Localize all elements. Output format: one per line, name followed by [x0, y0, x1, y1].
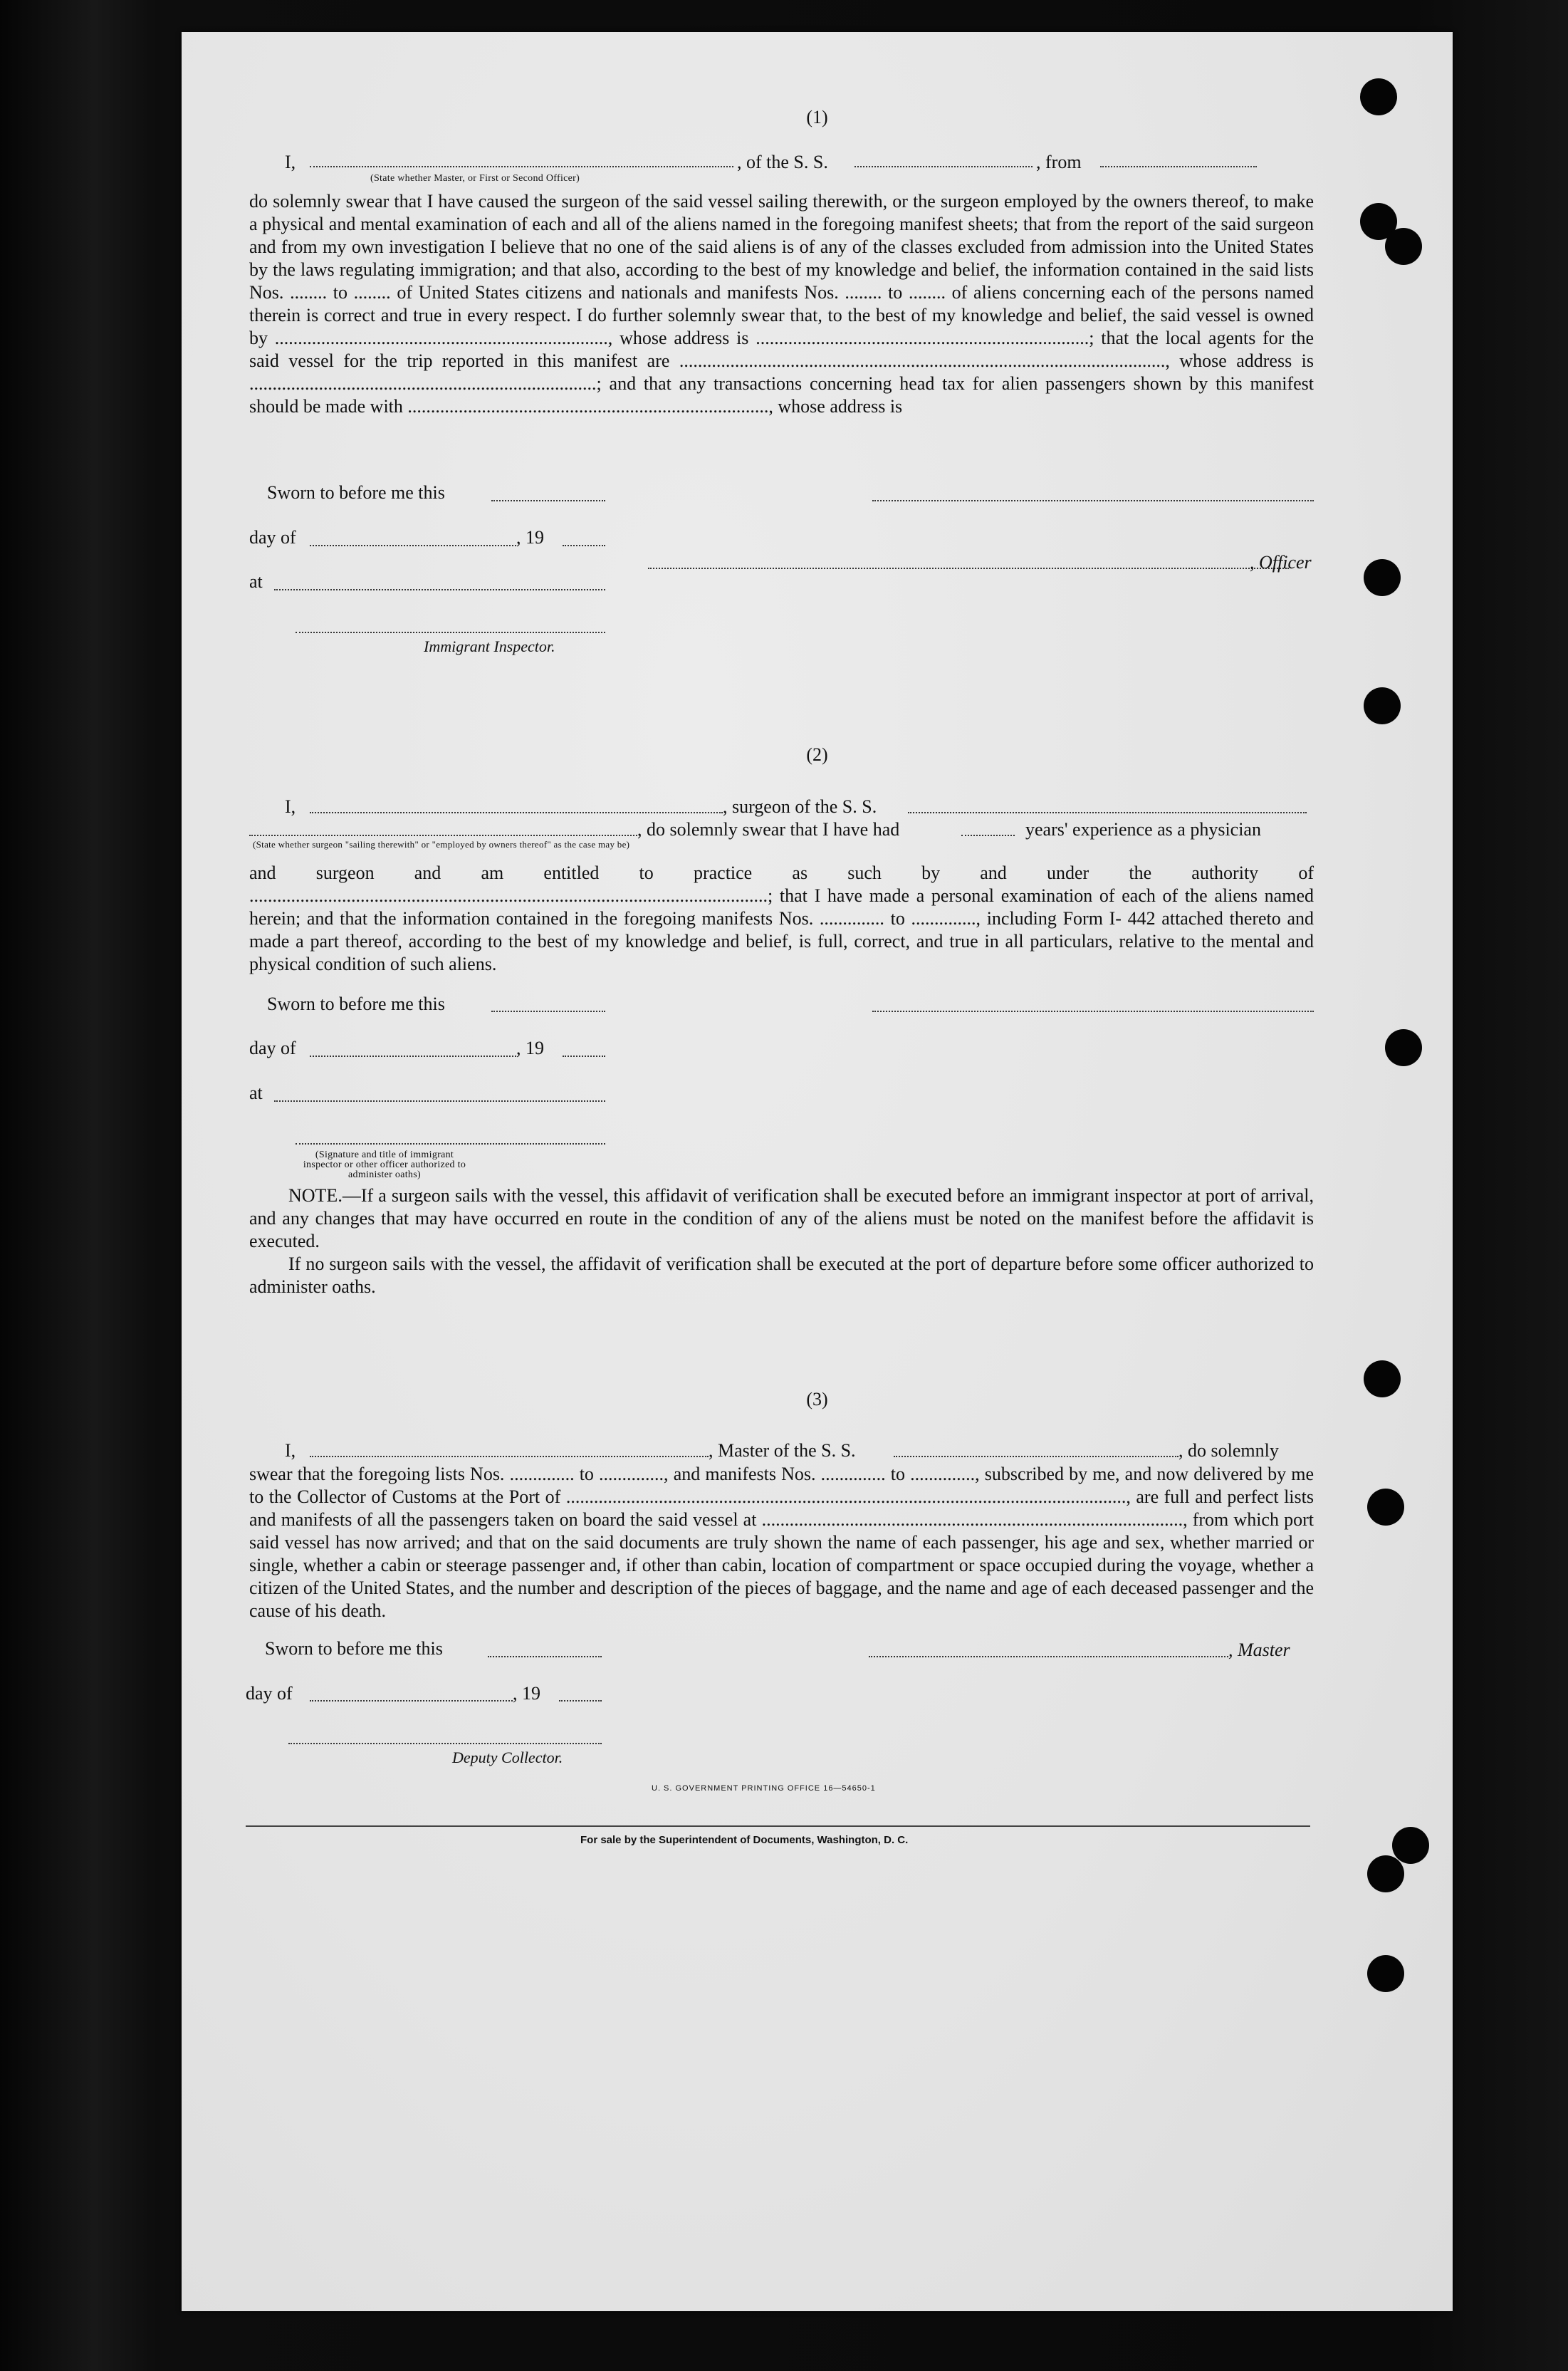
- section-2-i: I,: [285, 796, 296, 817]
- section-3-body: swear that the foregoing lists Nos. .............. to .............., and manifests Nos. .............. to .............., subscribed by me, and now delivered by me to the Collector of Customs at the Port of ........................................................................................................................., are full and perfect lists and manifests of all the passengers taken on board the said vessel at ..........................................................................................., from which port said vessel has now arrived; and that on the said documents are truly shown the name of each passenger, his age and sex, whether married or single, whether a cabin or steerage passenger and, if other than cabin, location of compartment or space occupied during the voyage, whether a citizen of the United States, and the number and description of the pieces of baggage, and the name and age of each deceased passenger and the cause of his death.: [249, 1464, 1314, 1621]
- section-3-do-solemnly: , do solemnly: [1178, 1440, 1279, 1461]
- signature-note: (Signature and title of immigrant inspector or other officer authorized to administer oaths): [303, 1150, 466, 1180]
- day-field[interactable]: [310, 543, 516, 546]
- section-3-number: (3): [806, 1389, 828, 1409]
- at-label: at: [249, 1083, 263, 1103]
- sworn-label: Sworn to before me this: [267, 482, 445, 503]
- year-label: , 19: [513, 1683, 540, 1704]
- master-label: , Master: [1228, 1640, 1290, 1660]
- year-field[interactable]: [563, 543, 605, 546]
- surgeon-signature-field[interactable]: [872, 1009, 1314, 1012]
- section-1-of-ss: , of the S. S.: [737, 152, 828, 172]
- sworn-label: Sworn to before me this: [267, 994, 445, 1014]
- sale-notice: For sale by the Superintendent of Documents, Washington, D. C.: [580, 1834, 909, 1846]
- section-2-years: years' experience as a physician: [1025, 819, 1261, 840]
- sworn-date-field[interactable]: [488, 1655, 602, 1657]
- inspector-signature-field[interactable]: [296, 630, 605, 633]
- day-field[interactable]: [310, 1054, 516, 1057]
- section-3-master-of: , Master of the S. S.: [709, 1440, 856, 1461]
- inspector-label: Immigrant Inspector.: [424, 637, 555, 655]
- officer-note: (State whether Master, or First or Second Officer): [370, 173, 580, 184]
- section-1-from: , from: [1036, 152, 1082, 172]
- officer-label: , Officer: [1250, 552, 1312, 573]
- section-1-i: I,: [285, 152, 296, 172]
- year-field[interactable]: [563, 1054, 605, 1057]
- day-of-label: day of: [249, 527, 296, 548]
- master-vessel-field[interactable]: [894, 1454, 1178, 1457]
- section-1-number: (1): [806, 107, 828, 127]
- punch-hole: [1385, 1029, 1422, 1066]
- year-label: , 19: [516, 527, 544, 548]
- day-of-label: day of: [249, 1038, 296, 1058]
- day-of-label: day of: [246, 1683, 293, 1704]
- year-field[interactable]: [559, 1699, 602, 1702]
- section-2-surgeon: , surgeon of the S. S.: [723, 796, 877, 817]
- note-paragraph-1: NOTE.—If a surgeon sails with the vessel, this affidavit of verification shall be executed before an immigrant inspector at port of arrival, and any changes that may have occurred en route in the condition of any of the aliens must be noted on the manifest before the affidavit is executed.: [249, 1185, 1314, 1251]
- punch-hole: [1367, 1855, 1404, 1892]
- sworn-date-field[interactable]: [491, 499, 605, 501]
- section-2-number: (2): [806, 744, 828, 765]
- section-1-body: do solemnly swear that I have caused the surgeon of the said vessel sailing therewith, or the surgeon employed by the owners thereof, to make a physical and mental examination of each and all of the aliens named in the foregoing manifest sheets; that from the report of the said surgeon and from my own investigation I believe that no one of the said aliens is of any of the classes excluded from admission into the United States by the laws regulating immigration; and that also, according to the best of my knowledge and belief, the information contained in the said lists Nos. ........ to ........ of United States citizens and nationals and manifests Nos. ........ to ........ of aliens concerning each of the persons named therein is correct and true in every respect. I do further solemnly swear that, to the best of my knowledge and belief, the said vessel is owned by ........................................................................, whose address is ........................................................................; that the local agents for the said vessel for the trip reported in this manifest are ........................................................................................................., whose address is ...........................................................................; and that any transactions concerning head tax for alien passengers shown by this manifest should be made with .............................................................................., whose address is: [249, 191, 1314, 417]
- master-signature-field[interactable]: [869, 1655, 1228, 1657]
- master-name-field[interactable]: [310, 1454, 709, 1457]
- section-2-body: and surgeon and am entitled to practice as such by and under the authority of ................................................................................................................; that I have made a personal examination of each of the aliens named herein; and that the information contained in the foregoing manifests Nos. .............. to .............., including Form I- 442 attached thereto and made a part thereof, according to the best of my knowledge and belief, is full, correct, and true in all particulars, relative to the mental and physical condition of such aliens.: [249, 863, 1314, 974]
- name-field[interactable]: [310, 165, 733, 167]
- surgeon-name-field[interactable]: [310, 811, 723, 813]
- form-page: [182, 32, 1453, 2311]
- surgeon-note: (State whether surgeon "sailing therewith" or "employed by owners thereof" as the case may be): [253, 839, 630, 850]
- inspector-signature-field[interactable]: [296, 1142, 605, 1145]
- officer-field[interactable]: [872, 499, 1314, 501]
- sworn-date-field[interactable]: [491, 1009, 605, 1012]
- section-3-i: I,: [285, 1440, 296, 1461]
- surgeon-type-field[interactable]: [249, 833, 637, 836]
- punch-hole: [1364, 687, 1401, 724]
- collector-signature-field[interactable]: [288, 1741, 602, 1744]
- vessel-field[interactable]: [854, 165, 1033, 167]
- punch-hole: [1364, 559, 1401, 596]
- punch-hole: [1385, 228, 1422, 265]
- surgeon-vessel-field[interactable]: [908, 811, 1307, 813]
- officer-signature-field[interactable]: [648, 566, 1289, 569]
- note-paragraph-2: If no surgeon sails with the vessel, the affidavit of verification shall be executed at the port of departure before some officer authorized to administer oaths.: [249, 1254, 1314, 1297]
- sworn-label: Sworn to before me this: [265, 1638, 443, 1659]
- punch-hole: [1367, 1489, 1404, 1526]
- printing-office-line: U. S. GOVERNMENT PRINTING OFFICE 16—54650-1: [652, 1784, 876, 1793]
- at-field[interactable]: [274, 588, 605, 590]
- at-label: at: [249, 571, 263, 592]
- collector-label: Deputy Collector.: [452, 1749, 563, 1766]
- year-label: , 19: [516, 1038, 544, 1058]
- footer-rule: [246, 1825, 1310, 1827]
- from-field[interactable]: [1100, 165, 1257, 167]
- punch-hole: [1367, 1955, 1404, 1992]
- day-field[interactable]: [310, 1699, 513, 1702]
- at-field[interactable]: [274, 1099, 605, 1102]
- years-field[interactable]: [961, 833, 1015, 836]
- punch-hole: [1392, 1827, 1429, 1864]
- section-2-line2: , do solemnly swear that I have had: [637, 819, 900, 840]
